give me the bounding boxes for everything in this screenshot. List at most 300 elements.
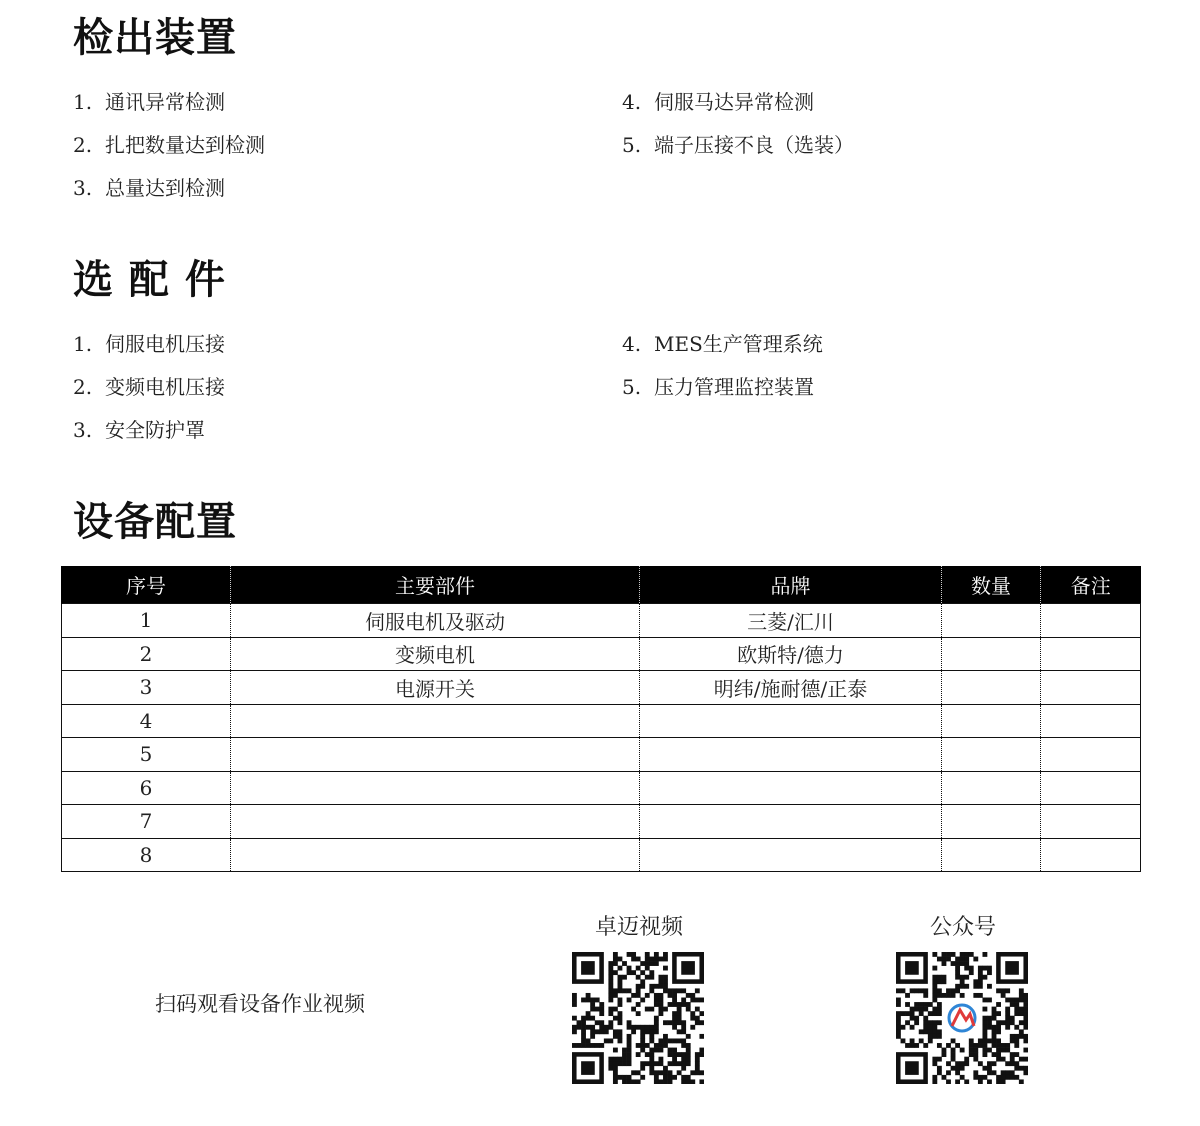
qr-module <box>1001 1043 1006 1048</box>
list-item: 4. MES生产管理系统 <box>622 332 823 356</box>
qr-module <box>937 1007 942 1012</box>
qr-module <box>695 1057 700 1062</box>
qr-module <box>982 1007 987 1012</box>
qr-module <box>978 993 983 998</box>
qr-module <box>1010 1070 1015 1075</box>
qr-module <box>586 998 591 1003</box>
qr-module <box>649 1034 654 1039</box>
qr-module <box>960 993 965 998</box>
qr-module <box>631 970 636 975</box>
qr-module <box>905 1011 910 1016</box>
qr-module <box>618 1002 623 1007</box>
table-row <box>62 805 1141 839</box>
qr-module <box>964 957 969 962</box>
qr-module <box>627 1075 632 1080</box>
qr-module <box>640 1043 645 1048</box>
qr-module <box>640 1038 645 1043</box>
qr-module <box>636 1011 641 1016</box>
cell-quantity <box>942 738 1041 772</box>
qr-module <box>942 957 947 962</box>
qr-module <box>654 1079 659 1084</box>
qr-module <box>901 1011 906 1016</box>
qr-module <box>901 988 906 993</box>
qr-module <box>668 1079 673 1084</box>
qr-module <box>636 984 641 989</box>
qr-module <box>982 1052 987 1057</box>
qr-module <box>654 984 659 989</box>
qr-module <box>996 1025 1001 1030</box>
qr-module <box>658 1002 663 1007</box>
qr-module <box>946 988 951 993</box>
qr-module <box>923 1007 928 1012</box>
qr-module <box>590 1007 595 1012</box>
qr-module <box>572 1002 577 1007</box>
qr-module <box>663 984 668 989</box>
cell-quantity <box>942 838 1041 872</box>
qr-module <box>663 1079 668 1084</box>
qr-module <box>973 1043 978 1048</box>
qr-module <box>672 998 677 1003</box>
qr-module <box>622 1079 627 1084</box>
qr-module <box>932 993 937 998</box>
qr-module <box>577 1025 582 1030</box>
qr-module <box>1010 1075 1015 1080</box>
qr-module <box>581 1016 586 1021</box>
qr-module <box>613 1075 618 1080</box>
qr-module <box>1019 1029 1024 1034</box>
qr-module <box>896 988 901 993</box>
qr-module <box>590 1025 595 1030</box>
qr-module <box>937 1029 942 1034</box>
qr-module <box>649 1070 654 1075</box>
qr-module <box>955 1061 960 1066</box>
qr-module <box>699 1020 704 1025</box>
cell-index: 5 <box>62 738 231 772</box>
qr-module <box>658 1007 663 1012</box>
qr-module <box>951 1038 956 1043</box>
qr-module <box>654 1002 659 1007</box>
qr-code-icon[interactable] <box>896 952 1028 1084</box>
qr-module <box>613 1070 618 1075</box>
qr-module <box>955 1043 960 1048</box>
qr-module <box>618 984 623 989</box>
qr-module <box>627 966 632 971</box>
qr-module <box>695 1016 700 1021</box>
qr-module <box>1019 998 1024 1003</box>
qr-module <box>964 966 969 971</box>
qr-module <box>681 1020 686 1025</box>
qr-module <box>668 1070 673 1075</box>
qr-module <box>658 984 663 989</box>
qr-module <box>586 1016 591 1021</box>
qr-module <box>649 1048 654 1053</box>
qr-module <box>928 1025 933 1030</box>
qr-module <box>645 1029 650 1034</box>
qr-module <box>654 998 659 1003</box>
qr-module <box>608 966 613 971</box>
qr-module <box>636 966 641 971</box>
qr-finder-pattern <box>681 961 695 975</box>
qr-module <box>663 1038 668 1043</box>
qr-module <box>996 988 1001 993</box>
qr-module <box>1019 1057 1024 1062</box>
qr-module <box>618 998 623 1003</box>
cell-component <box>231 704 640 738</box>
qr-module <box>955 984 960 989</box>
qr-module <box>699 1079 704 1084</box>
qr-module <box>618 1061 623 1066</box>
qr-module <box>923 1043 928 1048</box>
cell-component <box>231 805 640 839</box>
list-item: 5. 压力管理监控装置 <box>622 375 814 399</box>
qr-module <box>586 1038 591 1043</box>
qr-module <box>599 1011 604 1016</box>
qr-module <box>672 993 677 998</box>
cell-quantity <box>942 771 1041 805</box>
qr-module <box>681 1075 686 1080</box>
cell-remark <box>1041 704 1141 738</box>
qr-module <box>613 1016 618 1021</box>
qr-module <box>649 988 654 993</box>
qr-module <box>654 957 659 962</box>
qr-module <box>955 988 960 993</box>
qr-module <box>681 998 686 1003</box>
qr-module <box>590 998 595 1003</box>
qr-module <box>613 952 618 957</box>
qr-module <box>658 1061 663 1066</box>
qr-module <box>658 998 663 1003</box>
qr-module <box>608 1061 613 1066</box>
qr-module <box>901 1038 906 1043</box>
qr-module <box>960 984 965 989</box>
qr-module <box>658 993 663 998</box>
qr-module <box>973 1052 978 1057</box>
qr-module <box>923 993 928 998</box>
cell-quantity <box>942 671 1041 705</box>
qr-module <box>987 1016 992 1021</box>
qr-module <box>581 1034 586 1039</box>
qr-module <box>1023 1025 1028 1030</box>
qr-module <box>677 1061 682 1066</box>
qr-module <box>672 1020 677 1025</box>
qr-module <box>1010 1052 1015 1057</box>
qr-module <box>627 1043 632 1048</box>
qr-module <box>613 1007 618 1012</box>
qr-module <box>960 1048 965 1053</box>
qr-module <box>613 961 618 966</box>
qr-module <box>896 1002 901 1007</box>
table-row <box>62 671 1141 705</box>
qr-module <box>649 975 654 980</box>
qr-module <box>969 952 974 957</box>
qr-module <box>618 975 623 980</box>
qr-module <box>996 1020 1001 1025</box>
qr-module <box>649 1066 654 1071</box>
cell-brand <box>640 738 942 772</box>
qr-module <box>681 1066 686 1071</box>
configuration-table <box>61 566 1141 872</box>
qr-module <box>910 1016 915 1021</box>
cell-quantity <box>942 704 1041 738</box>
qr-module <box>618 1034 623 1039</box>
qr-module <box>896 1034 901 1039</box>
qr-module <box>649 1025 654 1030</box>
qr-module <box>982 1034 987 1039</box>
qr-module <box>932 1034 937 1039</box>
qr-module <box>572 1043 577 1048</box>
qr-module <box>951 1052 956 1057</box>
qr-module <box>982 1075 987 1080</box>
qr-module <box>987 998 992 1003</box>
qr-module <box>1010 1034 1015 1039</box>
qr-module <box>942 993 947 998</box>
qr-code-icon[interactable] <box>572 952 704 1084</box>
qr-module <box>677 1002 682 1007</box>
qr-module <box>672 1057 677 1062</box>
qr-module <box>946 957 951 962</box>
qr-module <box>960 1075 965 1080</box>
qr-module <box>686 1048 691 1053</box>
qr-module <box>658 1070 663 1075</box>
qr-module <box>640 998 645 1003</box>
qr-module <box>905 1020 910 1025</box>
qr-module <box>910 1007 915 1012</box>
qr-module <box>1023 1070 1028 1075</box>
qr-module <box>932 1057 937 1062</box>
qr-module <box>1019 1020 1024 1025</box>
qr-module <box>672 1016 677 1021</box>
qr-module <box>942 961 947 966</box>
qr-module <box>663 1020 668 1025</box>
qr-module <box>677 1052 682 1057</box>
qr-module <box>658 1011 663 1016</box>
qr-module <box>946 952 951 957</box>
qr-module <box>910 1043 915 1048</box>
qr-module <box>937 1002 942 1007</box>
qr-module <box>654 1029 659 1034</box>
qr-module <box>654 1048 659 1053</box>
qr-module <box>982 1020 987 1025</box>
qr-module <box>668 993 673 998</box>
qr-module <box>1014 998 1019 1003</box>
qr-module <box>937 1066 942 1071</box>
qr-module <box>992 1038 997 1043</box>
qr-module <box>960 961 965 966</box>
qr-module <box>937 1070 942 1075</box>
qr-module <box>1010 1038 1015 1043</box>
qr-module <box>581 1020 586 1025</box>
qr-module <box>923 988 928 993</box>
cell-brand: 三菱/汇川 <box>640 604 942 638</box>
qr-module <box>910 1025 915 1030</box>
qr-module <box>636 975 641 980</box>
qr-module <box>663 1070 668 1075</box>
qr-module <box>640 1075 645 1080</box>
qr-module <box>640 1034 645 1039</box>
configuration-title: 设备配置 <box>73 499 237 545</box>
qr-module <box>668 1002 673 1007</box>
qr-module <box>919 1002 924 1007</box>
qr-module <box>1001 1070 1006 1075</box>
qr-module <box>982 1043 987 1048</box>
qr-module <box>636 1079 641 1084</box>
qr-module <box>982 1038 987 1043</box>
qr-module <box>1005 1025 1010 1030</box>
qr-module <box>640 1029 645 1034</box>
qr-module <box>960 975 965 980</box>
qr-module <box>636 1070 641 1075</box>
qr-module <box>978 979 983 984</box>
qr-module <box>942 975 947 980</box>
qr-module <box>658 957 663 962</box>
qr-module <box>1019 993 1024 998</box>
qr-module <box>1005 1016 1010 1021</box>
qr-module <box>992 1025 997 1030</box>
qr-module <box>699 1034 704 1039</box>
qr-module <box>978 1043 983 1048</box>
qr-module <box>978 1061 983 1066</box>
qr-module <box>686 1057 691 1062</box>
qr-module <box>645 961 650 966</box>
qr-module <box>1010 1020 1015 1025</box>
qr-module <box>640 970 645 975</box>
qr-module <box>645 993 650 998</box>
qr-module <box>608 1007 613 1012</box>
qr-module <box>618 988 623 993</box>
qr-module <box>919 1007 924 1012</box>
qr-module <box>672 988 677 993</box>
qr-module <box>581 1043 586 1048</box>
cell-remark <box>1041 838 1141 872</box>
qr-module <box>955 966 960 971</box>
qr-module <box>982 1029 987 1034</box>
header-remark: 备注 <box>1041 566 1141 604</box>
qr-module <box>590 1043 595 1048</box>
cell-index: 8 <box>62 838 231 872</box>
qr-module <box>955 1070 960 1075</box>
qr-module <box>1019 1079 1024 1084</box>
qr-module <box>946 1070 951 1075</box>
qr-module <box>695 1007 700 1012</box>
cell-brand <box>640 805 942 839</box>
qr-module <box>1005 1070 1010 1075</box>
qr-module <box>1001 1075 1006 1080</box>
qr-module <box>1014 1052 1019 1057</box>
qr-module <box>663 966 668 971</box>
qr-module <box>1010 1002 1015 1007</box>
table-row <box>62 738 1141 772</box>
qr-module <box>613 1048 618 1053</box>
qr-module <box>932 1075 937 1080</box>
scan-instruction: 扫码观看设备作业视频 <box>155 992 365 1016</box>
qr-module <box>923 1029 928 1034</box>
qr-module <box>663 1007 668 1012</box>
qr-module <box>914 1016 919 1021</box>
qr-module <box>695 988 700 993</box>
qr-module <box>1001 1057 1006 1062</box>
header-component: 主要部件 <box>231 566 640 604</box>
qr-module <box>649 1057 654 1062</box>
qr-module <box>663 1066 668 1071</box>
qr-module <box>1005 988 1010 993</box>
qr-module <box>681 1079 686 1084</box>
qr-module <box>672 1048 677 1053</box>
qr-module <box>969 1043 974 1048</box>
table-row <box>62 604 1141 638</box>
qr-module <box>645 1052 650 1057</box>
qr-module <box>627 970 632 975</box>
qr-module <box>654 993 659 998</box>
qr-module <box>992 1070 997 1075</box>
qr-module <box>627 1061 632 1066</box>
qr-module <box>618 966 623 971</box>
qr-module <box>654 1020 659 1025</box>
list-item: 3. 总量达到检测 <box>73 176 225 200</box>
cell-brand: 欧斯特/德力 <box>640 637 942 671</box>
qr-module <box>658 1038 663 1043</box>
qr-module <box>663 1043 668 1048</box>
qr-module <box>608 1025 613 1030</box>
qr-module <box>1019 1007 1024 1012</box>
qr-module <box>928 1034 933 1039</box>
qr-module <box>686 1075 691 1080</box>
cell-index: 6 <box>62 771 231 805</box>
qr-module <box>987 1020 992 1025</box>
qr-module <box>951 993 956 998</box>
qr-module <box>1001 1048 1006 1053</box>
qr-module <box>668 1075 673 1080</box>
qr-module <box>690 1011 695 1016</box>
qr-module <box>960 952 965 957</box>
qr-module <box>654 961 659 966</box>
qr-module <box>677 1007 682 1012</box>
qr-module <box>686 993 691 998</box>
cell-remark <box>1041 604 1141 638</box>
qr-module <box>627 1079 632 1084</box>
qr-module <box>1019 1034 1024 1039</box>
qr-module <box>672 1025 677 1030</box>
qr-module <box>1019 988 1024 993</box>
qr-module <box>978 1079 983 1084</box>
qr-module <box>932 984 937 989</box>
qr-module <box>672 1002 677 1007</box>
qr-module <box>1014 1043 1019 1048</box>
qr-module <box>964 952 969 957</box>
qr-module <box>622 975 627 980</box>
qr-module <box>987 1066 992 1071</box>
qr-module <box>695 1070 700 1075</box>
qr-module <box>1023 1011 1028 1016</box>
qr-module <box>681 1057 686 1062</box>
qr-module <box>599 1025 604 1030</box>
qr-module <box>690 1016 695 1021</box>
qr-module <box>937 1011 942 1016</box>
qr-module <box>982 1048 987 1053</box>
qr-module <box>1005 1011 1010 1016</box>
cell-remark <box>1041 637 1141 671</box>
qr-module <box>932 979 937 984</box>
qr-module <box>973 979 978 984</box>
qr-module <box>928 1020 933 1025</box>
qr-module <box>645 1007 650 1012</box>
qr-module <box>1023 1038 1028 1043</box>
qr-module <box>932 1025 937 1030</box>
qr-module <box>937 1034 942 1039</box>
qr-module <box>681 1052 686 1057</box>
qr-module <box>896 1029 901 1034</box>
qr-module <box>622 1052 627 1057</box>
qr-module <box>1023 1007 1028 1012</box>
